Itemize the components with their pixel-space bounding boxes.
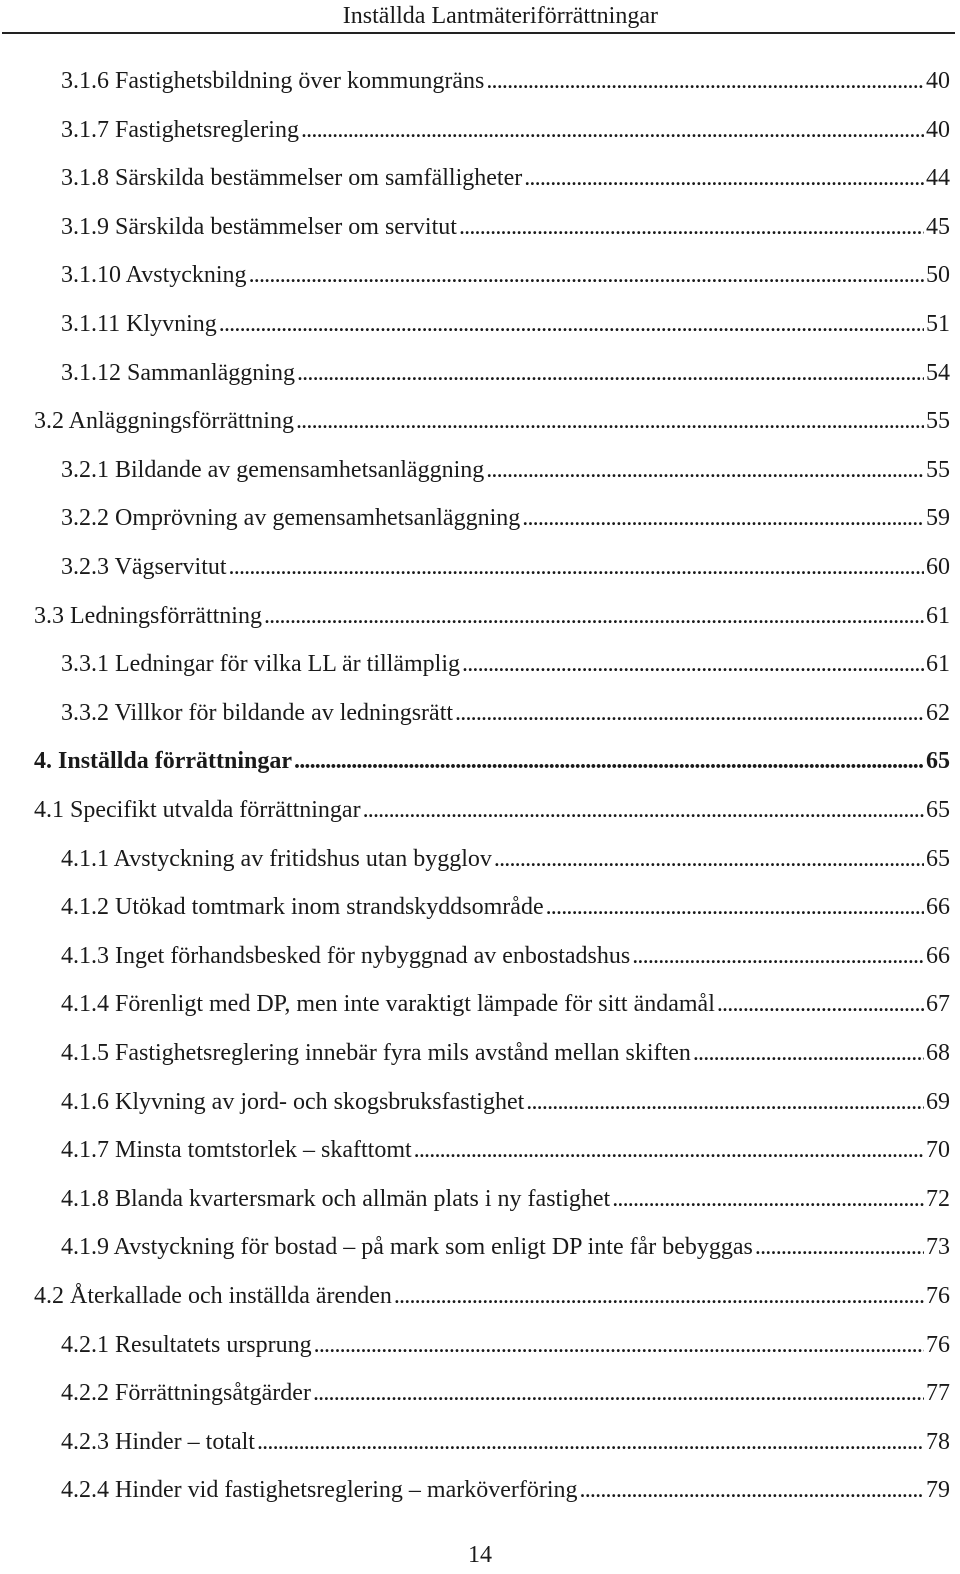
toc-entry-page: 65 xyxy=(926,797,950,823)
toc-entry[interactable] xyxy=(61,1466,950,1514)
toc-entry-page: 55 xyxy=(926,456,950,483)
toc-entry-title: 4.2.3 Hinder – totalt xyxy=(61,1428,255,1455)
toc-dot-leader xyxy=(612,1175,924,1223)
toc-entry[interactable] xyxy=(61,57,950,105)
toc-entry[interactable] xyxy=(61,932,950,980)
toc-entry-title: 3.2 Anläggningsförrättning xyxy=(34,408,294,435)
toc-dot-leader xyxy=(394,1272,924,1320)
toc-entry-page: 55 xyxy=(926,408,950,435)
toc-entry-page: 51 xyxy=(926,311,950,337)
toc-dot-leader xyxy=(486,57,924,105)
toc-entry[interactable] xyxy=(61,446,950,494)
toc-entry-page: 65 xyxy=(926,845,950,872)
toc-entry[interactable] xyxy=(61,835,950,883)
toc-entry-title: 3.2.1 Bildande av gemensamhetsanläggning xyxy=(61,456,485,483)
toc-dot-leader xyxy=(494,835,924,883)
toc-entry[interactable] xyxy=(61,300,950,348)
toc-dot-leader xyxy=(414,1126,924,1174)
toc-entry-page: 62 xyxy=(926,699,950,726)
toc-entry-page: 76 xyxy=(926,1283,950,1309)
page-number: 14 xyxy=(468,1542,492,1568)
toc-dot-leader xyxy=(526,1078,924,1126)
toc-entry-title: 4.1 Specifikt utvalda förrättningar xyxy=(34,797,361,823)
toc-entry-title: 3.1.12 Sammanläggning xyxy=(61,359,295,386)
toc-entry[interactable] xyxy=(34,737,950,785)
toc-entry-page: 70 xyxy=(926,1137,950,1164)
toc-entry[interactable] xyxy=(61,883,950,931)
toc-dot-leader xyxy=(693,1029,924,1077)
toc-entry[interactable] xyxy=(61,154,950,202)
toc-entry-title: 4.1.8 Blanda kvartersmark och allmän plats i ny fastighet xyxy=(61,1185,611,1212)
toc-entry-page: 69 xyxy=(926,1088,950,1115)
toc-entry-title: 4.1.1 Avstyckning av fritidshus utan bygglov xyxy=(61,845,492,872)
toc-entry-title: 4.2.4 Hinder vid fastighetsreglering – marköverföring xyxy=(61,1477,578,1504)
toc-dot-leader xyxy=(717,980,924,1028)
toc-entry[interactable] xyxy=(61,1126,950,1174)
toc-entry-page: 61 xyxy=(926,602,950,629)
toc-entry-title: 4. Inställda förrättningar xyxy=(34,748,292,775)
toc-entry-title: 3.1.10 Avstyckning xyxy=(61,262,247,289)
header-divider xyxy=(2,32,955,34)
toc-entry-title: 3.2.3 Vägservitut xyxy=(61,554,227,580)
toc-entry-title: 4.2.2 Förrättningsåtgärder xyxy=(61,1380,311,1407)
toc-entry-page: 66 xyxy=(926,894,950,921)
toc-dot-leader xyxy=(229,543,924,591)
toc-entry[interactable] xyxy=(61,1418,950,1466)
toc-dot-leader xyxy=(313,1369,924,1417)
running-header-title: Inställda Lantmäteriförrättningar xyxy=(342,3,658,29)
toc-entry-page: 67 xyxy=(926,991,950,1018)
toc-entry-title: 4.1.2 Utökad tomtmark inom strandskyddsområde xyxy=(61,894,544,921)
toc-entry[interactable] xyxy=(61,106,950,154)
toc-dot-leader xyxy=(257,1418,924,1466)
toc-entry[interactable] xyxy=(61,1321,950,1369)
toc-entry-page: 78 xyxy=(926,1428,950,1455)
toc-dot-leader xyxy=(580,1466,924,1514)
toc-entry-page: 54 xyxy=(926,359,950,386)
toc-entry-title: 3.2.2 Omprövning av gemensamhetsanläggning xyxy=(61,505,521,532)
toc-entry[interactable] xyxy=(61,689,950,737)
toc-entry-page: 60 xyxy=(926,554,950,580)
toc-entry-title: 4.1.4 Förenligt med DP, men inte varaktigt lämpade för sitt ändamål xyxy=(61,991,715,1018)
toc-dot-leader xyxy=(486,446,924,494)
toc-dot-leader xyxy=(301,106,924,154)
toc-entry-page: 61 xyxy=(926,651,950,678)
toc-dot-leader xyxy=(522,494,924,542)
toc-entry[interactable] xyxy=(61,1078,950,1126)
toc-entry-page: 45 xyxy=(926,213,950,240)
toc-entry-title: 4.1.7 Minsta tomtstorlek – skafttomt xyxy=(61,1137,412,1164)
toc-dot-leader xyxy=(314,1321,924,1369)
toc-entry-page: 68 xyxy=(926,1040,950,1066)
toc-entry-page: 73 xyxy=(926,1234,950,1261)
toc-entry-page: 65 xyxy=(926,748,950,775)
toc-entry[interactable] xyxy=(61,980,950,1028)
toc-entry[interactable] xyxy=(61,1223,950,1271)
toc-dot-leader xyxy=(455,689,924,737)
toc-entry-title: 4.1.6 Klyvning av jord- och skogsbruksfastighet xyxy=(61,1088,525,1115)
toc-entry-title: 4.2 Återkallade och inställda ärenden xyxy=(34,1283,392,1309)
toc-entry-page: 44 xyxy=(926,165,950,192)
toc-dot-leader xyxy=(462,640,924,688)
toc-dot-leader xyxy=(297,349,924,397)
toc-entry[interactable] xyxy=(61,251,950,299)
toc-dot-leader xyxy=(632,932,924,980)
toc-entry-page: 66 xyxy=(926,942,950,969)
toc-entry-page: 76 xyxy=(926,1331,950,1358)
toc-entry[interactable] xyxy=(34,1272,950,1320)
toc-entry-title: 3.3.1 Ledningar för vilka LL är tillämplig xyxy=(61,651,460,678)
toc-entry-title: 3.1.9 Särskilda bestämmelser om servitut xyxy=(61,213,457,240)
toc-entry-title: 3.1.6 Fastighetsbildning över kommungräns xyxy=(61,68,485,94)
toc-entry-title: 4.1.9 Avstyckning för bostad – på mark som enligt DP inte får bebyggas xyxy=(61,1234,753,1261)
toc-entry[interactable] xyxy=(61,203,950,251)
toc-entry[interactable] xyxy=(34,397,950,445)
toc-entry-title: 3.1.8 Särskilda bestämmelser om samfälligheter xyxy=(61,165,523,192)
toc-entry[interactable] xyxy=(61,1175,950,1223)
toc-dot-leader xyxy=(249,251,924,299)
toc-dot-leader xyxy=(546,883,924,931)
toc-entry-title: 3.3 Ledningsförrättning xyxy=(34,602,262,629)
toc-entry-title: 3.1.7 Fastighetsreglering xyxy=(61,116,299,143)
toc-entry[interactable] xyxy=(61,349,950,397)
toc-entry-title: 4.1.3 Inget förhandsbesked för nybyggnad av enbostadshus xyxy=(61,942,631,969)
toc-entry-page: 79 xyxy=(926,1477,950,1504)
toc-entry-title: 3.1.11 Klyvning xyxy=(61,311,217,337)
toc-dot-leader xyxy=(755,1223,924,1271)
toc-entry[interactable] xyxy=(61,1029,950,1077)
toc-entry-page: 72 xyxy=(926,1185,950,1212)
toc-dot-leader xyxy=(296,397,924,445)
toc-dot-leader xyxy=(294,737,924,785)
toc-entry-title: 4.2.1 Resultatets ursprung xyxy=(61,1331,312,1358)
toc-entry-title: 3.3.2 Villkor för bildande av ledningsrätt xyxy=(61,699,454,726)
toc-entry-page: 77 xyxy=(926,1380,950,1407)
toc-dot-leader xyxy=(459,203,924,251)
toc-entry[interactable] xyxy=(34,786,950,834)
running-header xyxy=(0,2,955,30)
toc-dot-leader xyxy=(524,154,924,202)
toc-entry[interactable] xyxy=(61,1369,950,1417)
toc-dot-leader xyxy=(219,300,924,348)
toc-entry[interactable] xyxy=(61,640,950,688)
toc-entry[interactable] xyxy=(34,592,950,640)
toc-entry[interactable] xyxy=(61,494,950,542)
toc-entry-page: 50 xyxy=(926,262,950,289)
toc-dot-leader xyxy=(363,786,924,834)
toc-dot-leader xyxy=(264,592,924,640)
toc-entry-page: 59 xyxy=(926,505,950,532)
toc-entry-title: 4.1.5 Fastighetsreglering innebär fyra mils avstånd mellan skiften xyxy=(61,1040,691,1066)
toc-entry-page: 40 xyxy=(926,68,950,94)
toc-entry[interactable] xyxy=(61,543,950,591)
toc-entry-page: 40 xyxy=(926,116,950,143)
